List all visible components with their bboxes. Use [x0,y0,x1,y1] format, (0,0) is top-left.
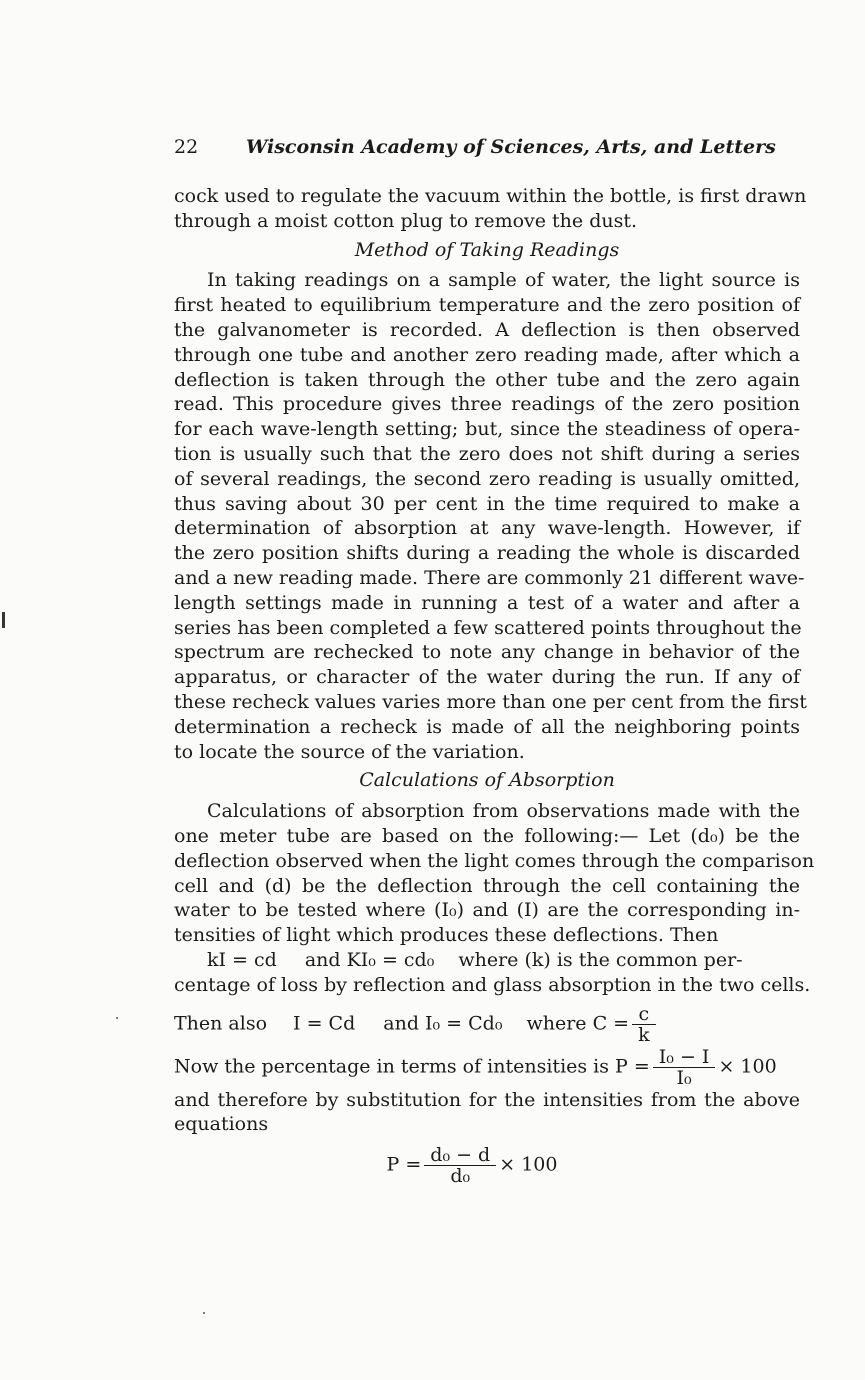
text-line: series has been completed a few scattered points throughout the [174,616,802,639]
text-line: water to be tested where (I₀) and (I) are the corresponding in- [174,899,800,922]
equation-line-3 [174,1047,800,1088]
equation-kI: kI = cd [207,948,277,971]
fraction-numerator: I₀ − I [653,1047,716,1068]
final-equation [174,1145,800,1186]
equation-note: where (k) is the common per- [458,948,743,971]
equation-I: I = Cd [293,1012,356,1034]
equation-I0: and I₀ = Cd₀ [383,1012,503,1034]
text-line: length settings made in running a test of a water and after a [174,591,800,614]
text-line: the galvanometer is recorded. A deflection is then observed [174,318,800,341]
section-heading-calculations: Calculations of Absorption [359,769,615,792]
speck [116,1017,118,1019]
running-title: Wisconsin Academy of Sciences, Arts, and Letters [246,136,776,158]
equation-suffix: × 100 [499,1153,558,1176]
text-line: to locate the source of the variation. [174,740,525,763]
equation-prefix: Now the percentage in terms of intensities is P = [174,1055,650,1077]
equation-line-2 [174,1004,800,1045]
text-line: and therefore by substitution for the intensities from the above [174,1088,800,1111]
text-line: tion is usually such that the zero does not shift during a series [174,442,800,465]
running-header [174,135,800,159]
section-calculations-paragraph [174,799,815,1188]
fraction-denominator: d₀ [450,1165,471,1188]
text-line: and a new reading made. There are commonly 21 different wave- [174,566,805,589]
text-line: cock used to regulate the vacuum within the bottle, is first drawn [174,185,807,207]
fraction-denominator: I₀ [676,1066,692,1089]
equation-lhs: P = [386,1153,422,1176]
text-line: deflection is taken through the other tube and the zero again [174,368,800,391]
fraction-deflection [424,1145,496,1186]
text-line: In taking readings on a sample of water, the light source is [207,269,800,292]
text-line: the zero position shifts during a reading the whole is discarded [174,542,800,565]
text-line: first heated to equilibrium temperature and the zero position of [174,294,800,317]
equation-suffix: × 100 [718,1055,777,1077]
body-text [174,184,815,1188]
text-line: through one tube and another zero reading made, after which a [174,343,800,366]
text-line: through a moist cotton plug to remove the dust. [174,209,638,232]
text-line: centage of loss by reflection and glass absorption in the two cells. [174,973,811,996]
fraction-intensity [653,1047,716,1088]
section-method-paragraph [174,268,807,764]
text-line: spectrum are rechecked to note any change in behavior of the [174,641,800,664]
text-line: of several readings, the second zero reading is usually omitted, [174,467,800,490]
text-line: determination of absorption at any wave-length. However, if [174,517,800,540]
text-line: for each wave-length setting; but, since the steadiness of opera- [174,418,800,441]
text-line: one meter tube are based on the following:— Let (d₀) be the [174,824,800,847]
equation-prefix: Then also [174,1012,268,1034]
speck [203,1312,205,1314]
text-line: tensities of light which produces these deflections. Then [174,924,719,947]
fraction-numerator: c [632,1004,656,1025]
page-number: 22 [174,136,199,158]
text-line: apparatus, or character of the water during the run. If any of [174,666,800,689]
text-line: Calculations of absorption from observations made with the [207,800,800,823]
fraction-denominator: k [638,1023,650,1046]
text-line: cell and (d) be the deflection through the cell containing the [174,874,800,897]
equation-C: where C = [526,1012,630,1034]
text-line: these recheck values varies more than one per cent from the first [174,690,807,713]
margin-mark [2,612,5,628]
fraction-c-over-k [632,1004,656,1045]
fraction-numerator: d₀ − d [424,1145,496,1166]
text-line: thus saving about 30 per cent in the time required to make a [174,492,800,515]
text-line: equations [174,1113,269,1136]
equation-KI0: and KI₀ = cd₀ [304,948,435,971]
text-line: determination a recheck is made of all the neighboring points [174,715,800,738]
equation-line-1 [174,948,800,973]
text-line: read. This procedure gives three readings of the zero position [174,393,800,416]
section-heading-method: Method of Taking Readings [354,238,620,261]
text-line: deflection observed when the light comes through the comparison [174,849,815,872]
